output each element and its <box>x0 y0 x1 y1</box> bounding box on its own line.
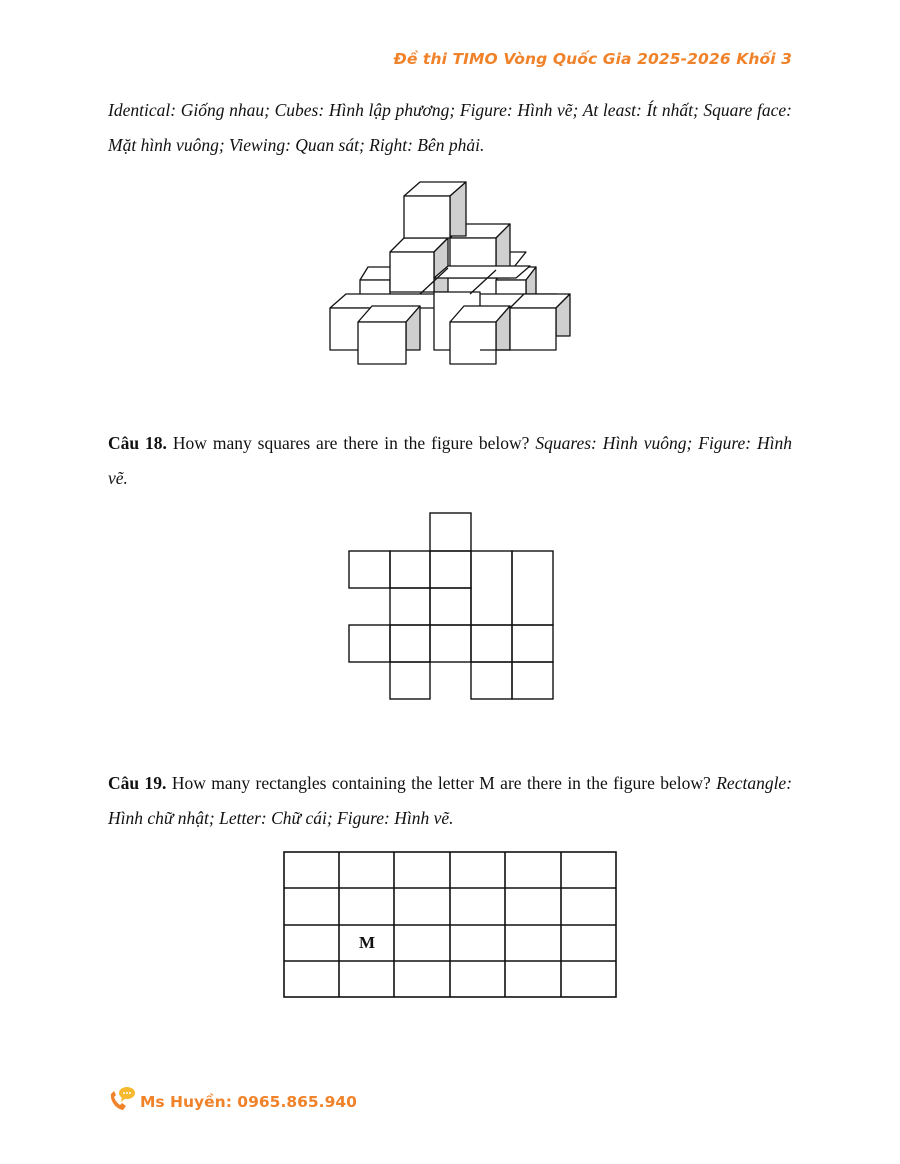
cube-stack-figure <box>320 178 576 370</box>
question-19-gloss: Rectangle: Hình chữ nhật; Letter: Chữ cái; Figure: Hình vẽ. <box>108 773 793 828</box>
question-19 <box>108 766 792 836</box>
question-19-text: How many rectangles containing the letter M are there in the figure below? <box>171 773 711 793</box>
question-18-text: How many squares are there in the figure below? <box>172 433 530 453</box>
question-19-label: Câu 19. <box>108 773 167 793</box>
squares-figure <box>340 505 560 705</box>
question-18-label: Câu 18. <box>108 433 167 453</box>
page-header-title: Đề thi TIMO Vòng Quốc Gia 2025-2026 Khối 3 <box>393 50 792 68</box>
grid-letter-m: M <box>358 933 376 952</box>
glossary-text: Identical: Giống nhau; Cubes: Hình lập phương; Figure: Hình vẽ; At least: Ít nhất; Square face: Mặt hình vuông; Viewing: Quan sát; Right: Bên phải. <box>108 100 792 155</box>
question-18-gloss: Squares: Hình vuông; Figure: Hình vẽ. <box>108 433 793 488</box>
phone-chat-icon <box>108 1085 138 1113</box>
question-18 <box>108 426 792 496</box>
letter-grid-figure <box>276 845 626 1005</box>
footer-contact-text: Ms Huyền: 0965.865.940 <box>140 1093 357 1111</box>
footer-contact <box>108 1088 357 1116</box>
